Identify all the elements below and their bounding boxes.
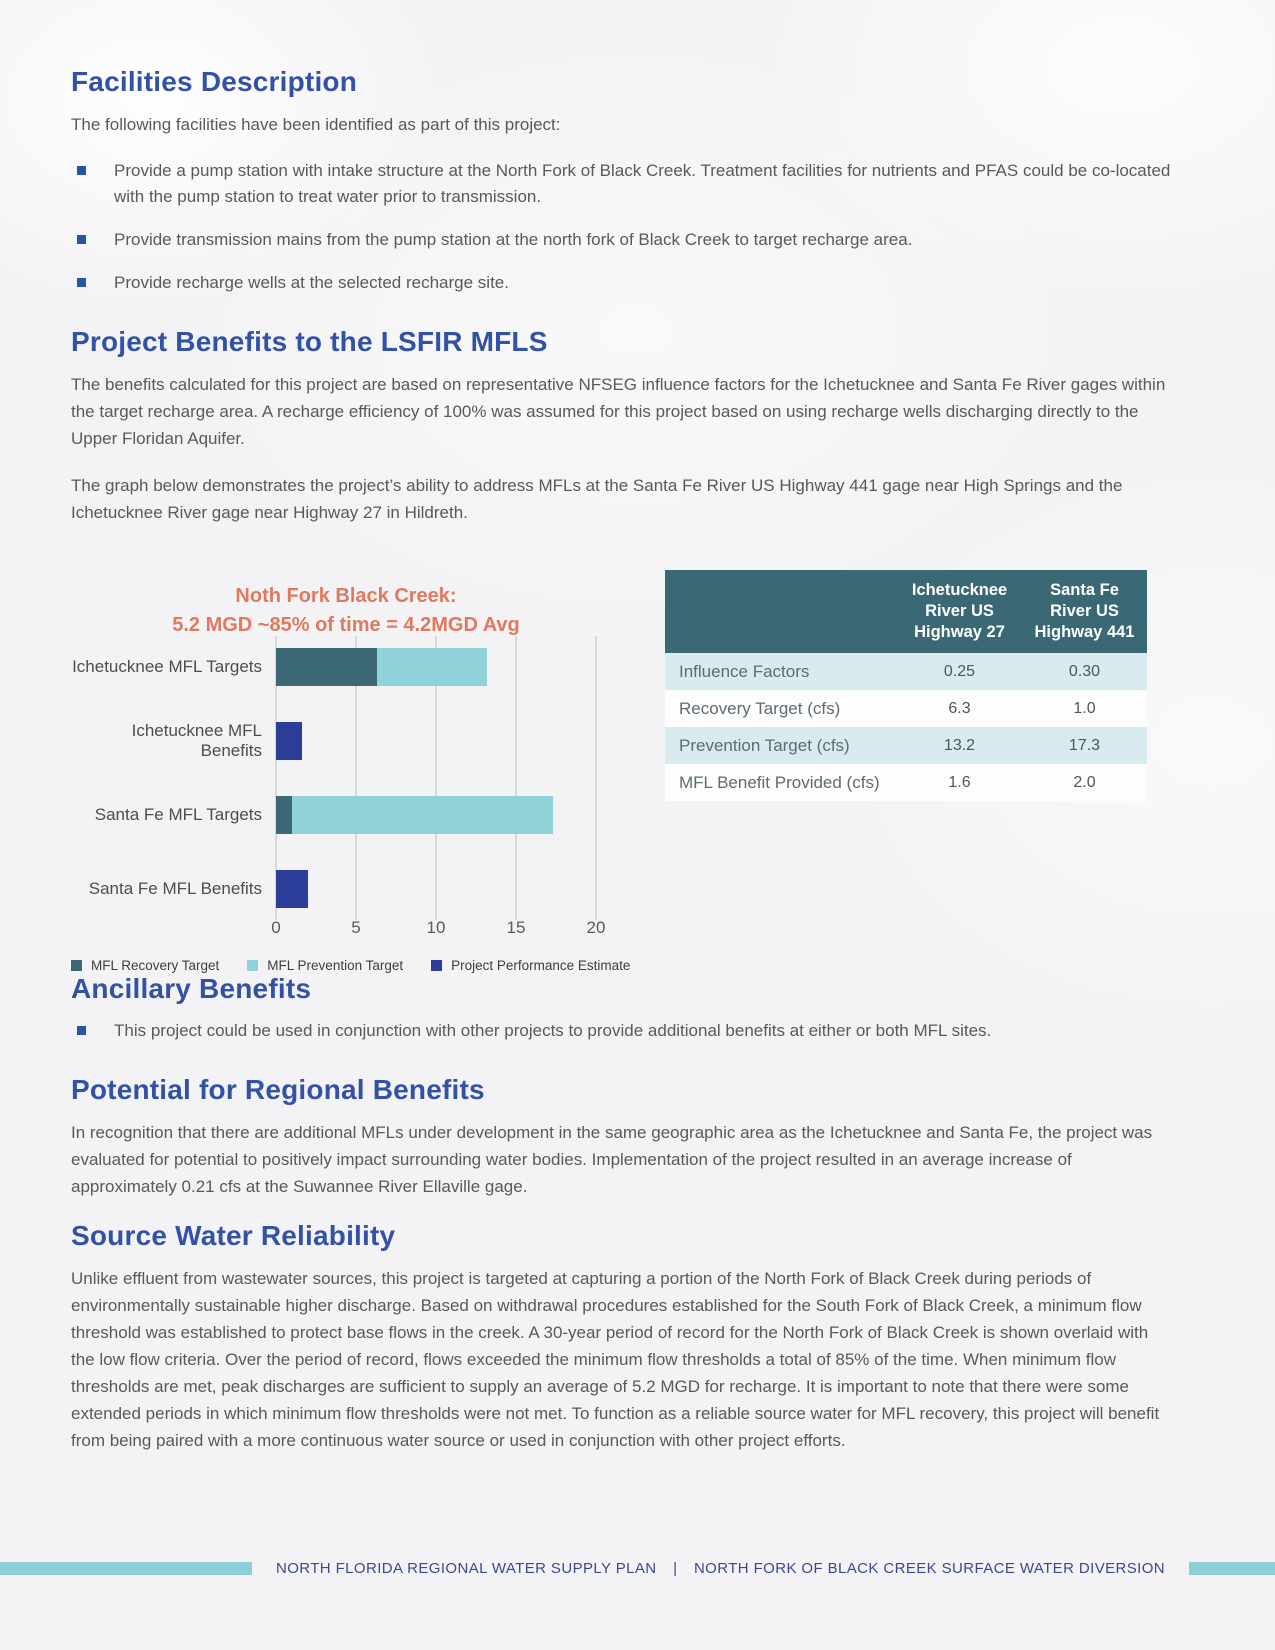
chart-title-line-2: 5.2 MGD ~85% of time = 4.2MGD Avg xyxy=(172,614,520,636)
bullet-square-icon xyxy=(77,166,86,175)
bar-segment-mfl-prevention-target xyxy=(292,796,553,834)
bullet-item xyxy=(71,158,1176,210)
legend-item xyxy=(247,958,403,973)
bullet-item xyxy=(71,1018,1176,1044)
chart-rows xyxy=(71,648,621,908)
chart-category-label: Ichetucknee MFL Targets xyxy=(72,657,262,676)
chart-category-row xyxy=(71,796,621,834)
regional-section-title: Potential for Regional Benefits xyxy=(71,1074,485,1105)
bullet-text: Provide transmission mains from the pump station at the north fork of Black Creek to target recharge area. xyxy=(114,230,913,249)
footer-plan-name: NORTH FLORIDA REGIONAL WATER SUPPLY PLAN xyxy=(275,1560,657,1577)
row-value: 17.3 xyxy=(1022,727,1147,764)
legend-label: MFL Recovery Target xyxy=(91,958,220,973)
chart-title-line-1: Noth Fork Black Creek: xyxy=(235,585,457,607)
chart-x-axis xyxy=(271,918,621,942)
footer-separator: | xyxy=(673,1560,678,1577)
row-value: 13.2 xyxy=(897,727,1022,764)
footer-accent-bar-left xyxy=(0,1562,252,1575)
source-water-section-title: Source Water Reliability xyxy=(71,1220,396,1251)
chart-legend xyxy=(71,958,1196,973)
chart-bar-track xyxy=(276,796,621,834)
legend-item xyxy=(431,958,630,973)
bar-segment-mfl-prevention-target xyxy=(377,648,487,686)
chart-bar-track xyxy=(276,870,621,908)
chart-category-row xyxy=(71,870,621,908)
mfl-bar-chart xyxy=(71,570,621,942)
page-footer xyxy=(0,1560,1275,1577)
chart-bar-track xyxy=(276,648,621,686)
table-row xyxy=(665,764,1147,801)
ancillary-bullet-list xyxy=(71,1018,1196,1044)
bullet-text: This project could be used in conjunction with other projects to provide additional benefits at either or both MFL sites. xyxy=(114,1021,992,1040)
row-value: 0.30 xyxy=(1022,653,1147,690)
table-row xyxy=(665,653,1147,690)
bullet-text: Provide recharge wells at the selected recharge site. xyxy=(114,273,509,292)
bullet-square-icon xyxy=(77,1026,86,1035)
legend-swatch xyxy=(431,960,442,971)
bar-segment-mfl-recovery-target xyxy=(276,648,377,686)
benefits-table xyxy=(665,570,1147,801)
bullet-square-icon xyxy=(77,235,86,244)
table-row xyxy=(665,727,1147,764)
x-tick-label: 0 xyxy=(271,918,281,937)
row-value: 1.6 xyxy=(897,764,1022,801)
x-tick-label: 20 xyxy=(586,918,606,937)
x-tick-label: 15 xyxy=(506,918,526,937)
legend-label: Project Performance Estimate xyxy=(451,958,631,973)
chart-category-label: Ichetucknee MFL Benefits xyxy=(131,721,262,760)
row-value: 0.25 xyxy=(897,653,1022,690)
chart-category-row xyxy=(71,648,621,686)
bullet-square-icon xyxy=(77,278,86,287)
facilities-intro: The following facilities have been identified as part of this project: xyxy=(71,115,561,134)
bullet-item xyxy=(71,227,1176,253)
table-row xyxy=(665,690,1147,727)
project-benefits-section-title: Project Benefits to the LSFIR MFLS xyxy=(71,326,548,357)
bullet-text: Provide a pump station with intake structure at the North Fork of Black Creek. Treatment facilities for nutrients and PFAS could be co-located with the pump station to treat water prior to transmission. xyxy=(114,161,1171,206)
column-header xyxy=(665,570,897,653)
row-label: Recovery Target (cfs) xyxy=(665,690,897,727)
legend-label: MFL Prevention Target xyxy=(267,958,404,973)
benefits-table-header-row xyxy=(665,570,1147,653)
footer-accent-bar-right xyxy=(1189,1562,1275,1575)
chart-title xyxy=(71,582,621,640)
row-value: 6.3 xyxy=(897,690,1022,727)
ancillary-section-title: Ancillary Benefits xyxy=(71,973,312,1004)
benefits-table-body xyxy=(665,653,1147,801)
chart-category-row xyxy=(71,722,621,760)
row-label: Prevention Target (cfs) xyxy=(665,727,897,764)
x-tick-label: 10 xyxy=(426,918,446,937)
column-header: Ichetucknee River US Highway 27 xyxy=(897,570,1022,653)
chart-and-table-row xyxy=(71,570,1196,942)
source-water-paragraph: Unlike effluent from wastewater sources, this project is targeted at capturing a portion of the North Fork of Black Creek during periods of environmentally sustainable higher discharge. Based on withdrawal procedures established for the South Fork of Black Creek, a minimum flow threshold was established to protect base flows in the creek. A 30-year period of record for the North Fork of Black Creek is shown overlaid with the low flow criteria. Over the period of record, flows exceeded the minimum flow thresholds a total of 85% of the time. When minimum flow thresholds are met, peak discharges are sufficient to supply an average of 5.2 MGD for recharge. It is important to note that there were some extended periods in which minimum flow thresholds were not met. To function as a reliable source water for MFL recovery, this project will benefit from being paired with a more continuous water source or used in conjunction with other project efforts. xyxy=(71,1269,1160,1450)
project-benefits-paragraph-2: The graph below demonstrates the project’s ability to address MFLs at the Santa Fe River US Highway 441 gage near High Springs and the Ichetucknee River gage near Highway 27 in Hildreth. xyxy=(71,476,1123,522)
chart-category-label: Santa Fe MFL Benefits xyxy=(88,879,262,898)
x-tick-label: 5 xyxy=(351,918,361,937)
bar-segment-project-performance-estimate xyxy=(276,870,308,908)
row-value: 1.0 xyxy=(1022,690,1147,727)
row-value: 2.0 xyxy=(1022,764,1147,801)
legend-item xyxy=(71,958,219,973)
row-label: Influence Factors xyxy=(665,653,897,690)
project-benefits-paragraph-1: The benefits calculated for this project are based on representative NFSEG influence factors for the Ichetucknee and Santa Fe River gages within the target recharge area. A recharge efficiency of 100% was assumed for this project based on using recharge wells discharging directly to the Upper Floridan Aquifer. xyxy=(71,375,1166,448)
bar-segment-mfl-recovery-target xyxy=(276,796,292,834)
facilities-section-title: Facilities Description xyxy=(71,66,358,97)
chart-category-label: Santa Fe MFL Targets xyxy=(94,805,262,824)
bullet-item xyxy=(71,270,1176,296)
legend-swatch xyxy=(71,960,82,971)
row-label: MFL Benefit Provided (cfs) xyxy=(665,764,897,801)
chart-plot-area xyxy=(71,648,621,942)
footer-text xyxy=(252,1560,1189,1577)
chart-bar-track xyxy=(276,722,621,760)
legend-swatch xyxy=(247,960,258,971)
regional-paragraph: In recognition that there are additional MFLs under development in the same geographic area as the Ichetucknee and Santa Fe, the project was evaluated for potential to positively impact surrounding water bodies. Implementation of the project resulted in an average increase of approximately 0.21 cfs at the Suwannee River Ellaville gage. xyxy=(71,1123,1153,1196)
footer-project-name: NORTH FORK OF BLACK CREEK SURFACE WATER DIVERSION xyxy=(693,1560,1166,1577)
facilities-bullet-list xyxy=(71,158,1196,296)
column-header: Santa Fe River US Highway 441 xyxy=(1022,570,1147,653)
bar-segment-project-performance-estimate xyxy=(276,722,302,760)
